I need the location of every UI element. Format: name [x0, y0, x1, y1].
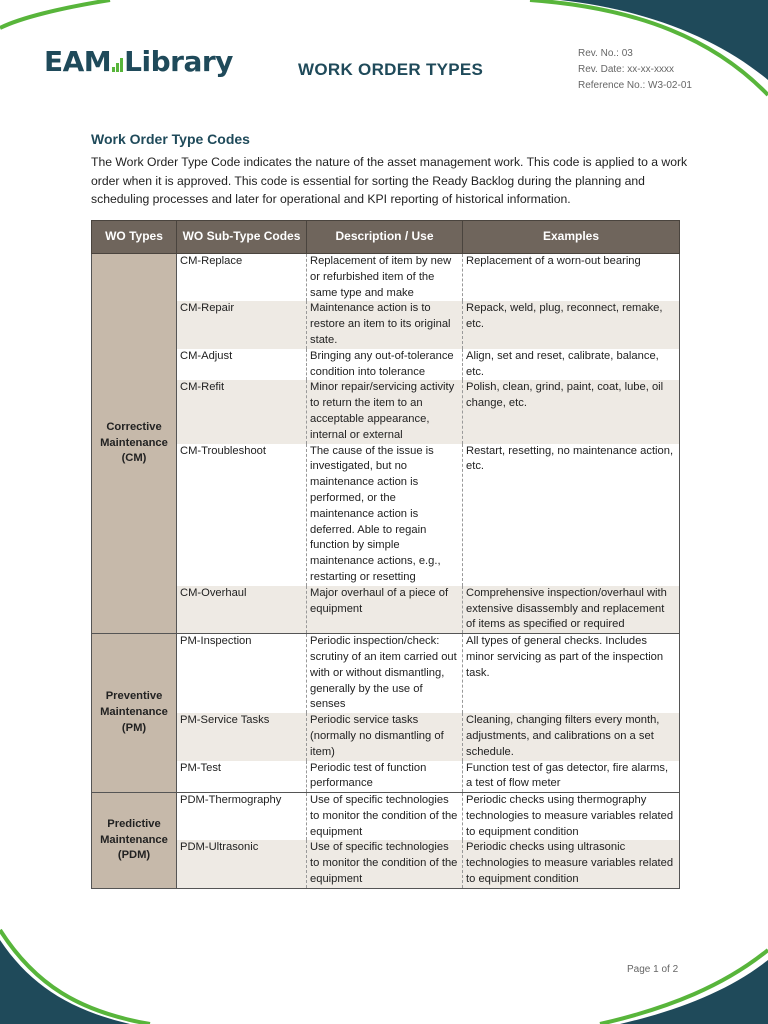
sub-type-code: PM-Test: [177, 761, 307, 793]
description: Bringing any out-of-tolerance condition into tolerance: [307, 349, 463, 381]
example: Polish, clean, grind, paint, coat, lube, oil change, etc.: [463, 380, 680, 443]
table-row: [92, 380, 680, 443]
example: Repack, weld, plug, reconnect, remake, etc.: [463, 301, 680, 348]
example: Align, set and reset, calibrate, balance, etc.: [463, 349, 680, 381]
table-row: [92, 634, 680, 713]
description: The cause of the issue is investigated, but no maintenance action is performed, or the maintenance action is deferred. Able to regain function by simple maintenance actions, e.g., restarting or resetting: [307, 444, 463, 586]
description: Periodic test of function performance: [307, 761, 463, 793]
column-header-wo-types: WO Types: [92, 221, 177, 254]
sub-type-code: PM-Inspection: [177, 634, 307, 713]
table-row: [92, 254, 680, 302]
sub-type-code: PM-Service Tasks: [177, 713, 307, 760]
logo-text-eam: EAM: [44, 45, 112, 78]
document-meta: [578, 46, 692, 94]
description: Use of specific technologies to monitor the condition of the equipment: [307, 840, 463, 888]
sub-type-code: CM-Repair: [177, 301, 307, 348]
table-row: [92, 793, 680, 841]
revision-date: Rev. Date: xx-xx-xxxx: [578, 64, 674, 75]
description: Maintenance action is to restore an item to its original state.: [307, 301, 463, 348]
description: Minor repair/servicing activity to return the item to an acceptable appearance, internal or external: [307, 380, 463, 443]
table-header-row: [92, 221, 680, 254]
sub-type-code: PDM-Thermography: [177, 793, 307, 841]
logo-text-library: Library: [124, 45, 233, 78]
document-title: WORK ORDER TYPES: [298, 60, 484, 79]
example: Cleaning, changing filters every month, adjustments, and calibrations on a set schedule.: [463, 713, 680, 760]
wo-type-preventive: Preventive Maintenance (PM): [92, 634, 177, 793]
eam-library-logo: [44, 42, 233, 78]
page-number: Page 1 of 2: [627, 964, 679, 975]
top-left-swoosh-green: [0, 0, 110, 28]
section-heading: Work Order Type Codes: [91, 131, 250, 147]
example: Periodic checks using thermography technologies to measure variables related to equipment condition: [463, 793, 680, 841]
revision-number: Rev. No.: 03: [578, 48, 633, 59]
table-row: [92, 713, 680, 760]
table-row: [92, 840, 680, 888]
table-row: [92, 301, 680, 348]
wo-type-predictive: Predictive Maintenance (PDM): [92, 793, 177, 889]
table-row: [92, 444, 680, 586]
wo-type-corrective: Corrective Maintenance (CM): [92, 254, 177, 634]
table-row: [92, 349, 680, 381]
description: Use of specific technologies to monitor the condition of the equipment: [307, 793, 463, 841]
description: Periodic service tasks (normally no dismantling of item): [307, 713, 463, 760]
column-header-examples: Examples: [463, 221, 680, 254]
reference-number: Reference No.: W3-02-01: [578, 80, 692, 91]
description: Periodic inspection/check: scrutiny of an item carried out with or without dismantling, generally by the use of senses: [307, 634, 463, 713]
description: Major overhaul of a piece of equipment: [307, 586, 463, 634]
sub-type-code: CM-Overhaul: [177, 586, 307, 634]
work-order-types-table: [91, 220, 680, 889]
sub-type-code: PDM-Ultrasonic: [177, 840, 307, 888]
table-row: [92, 761, 680, 793]
example: Comprehensive inspection/overhaul with extensive disassembly and replacement of items as specified or required: [463, 586, 680, 634]
sub-type-code: CM-Replace: [177, 254, 307, 302]
column-header-description: Description / Use: [307, 221, 463, 254]
table-row: [92, 586, 680, 634]
bottom-left-swoosh-navy: [0, 940, 130, 1024]
example: Replacement of a worn-out bearing: [463, 254, 680, 302]
sub-type-code: CM-Adjust: [177, 349, 307, 381]
example: Periodic checks using ultrasonic technologies to measure variables related to equipment condition: [463, 840, 680, 888]
example: All types of general checks. Includes minor servicing as part of the inspection task.: [463, 634, 680, 713]
bar-chart-icon: [112, 58, 123, 72]
sub-type-code: CM-Refit: [177, 380, 307, 443]
sub-type-code: CM-Troubleshoot: [177, 444, 307, 586]
column-header-sub-type-codes: WO Sub-Type Codes: [177, 221, 307, 254]
example: Restart, resetting, no maintenance action, etc.: [463, 444, 680, 586]
description: Replacement of item by new or refurbished item of the same type and make: [307, 254, 463, 302]
example: Function test of gas detector, fire alarms, a test of flow meter: [463, 761, 680, 793]
intro-paragraph: The Work Order Type Code indicates the nature of the asset management work. This code is applied to a work order when it is approved. This code is essential for sorting the Ready Backlog during the planning and scheduling processes and later for operational and KPI reporting of historical information.: [91, 155, 688, 206]
